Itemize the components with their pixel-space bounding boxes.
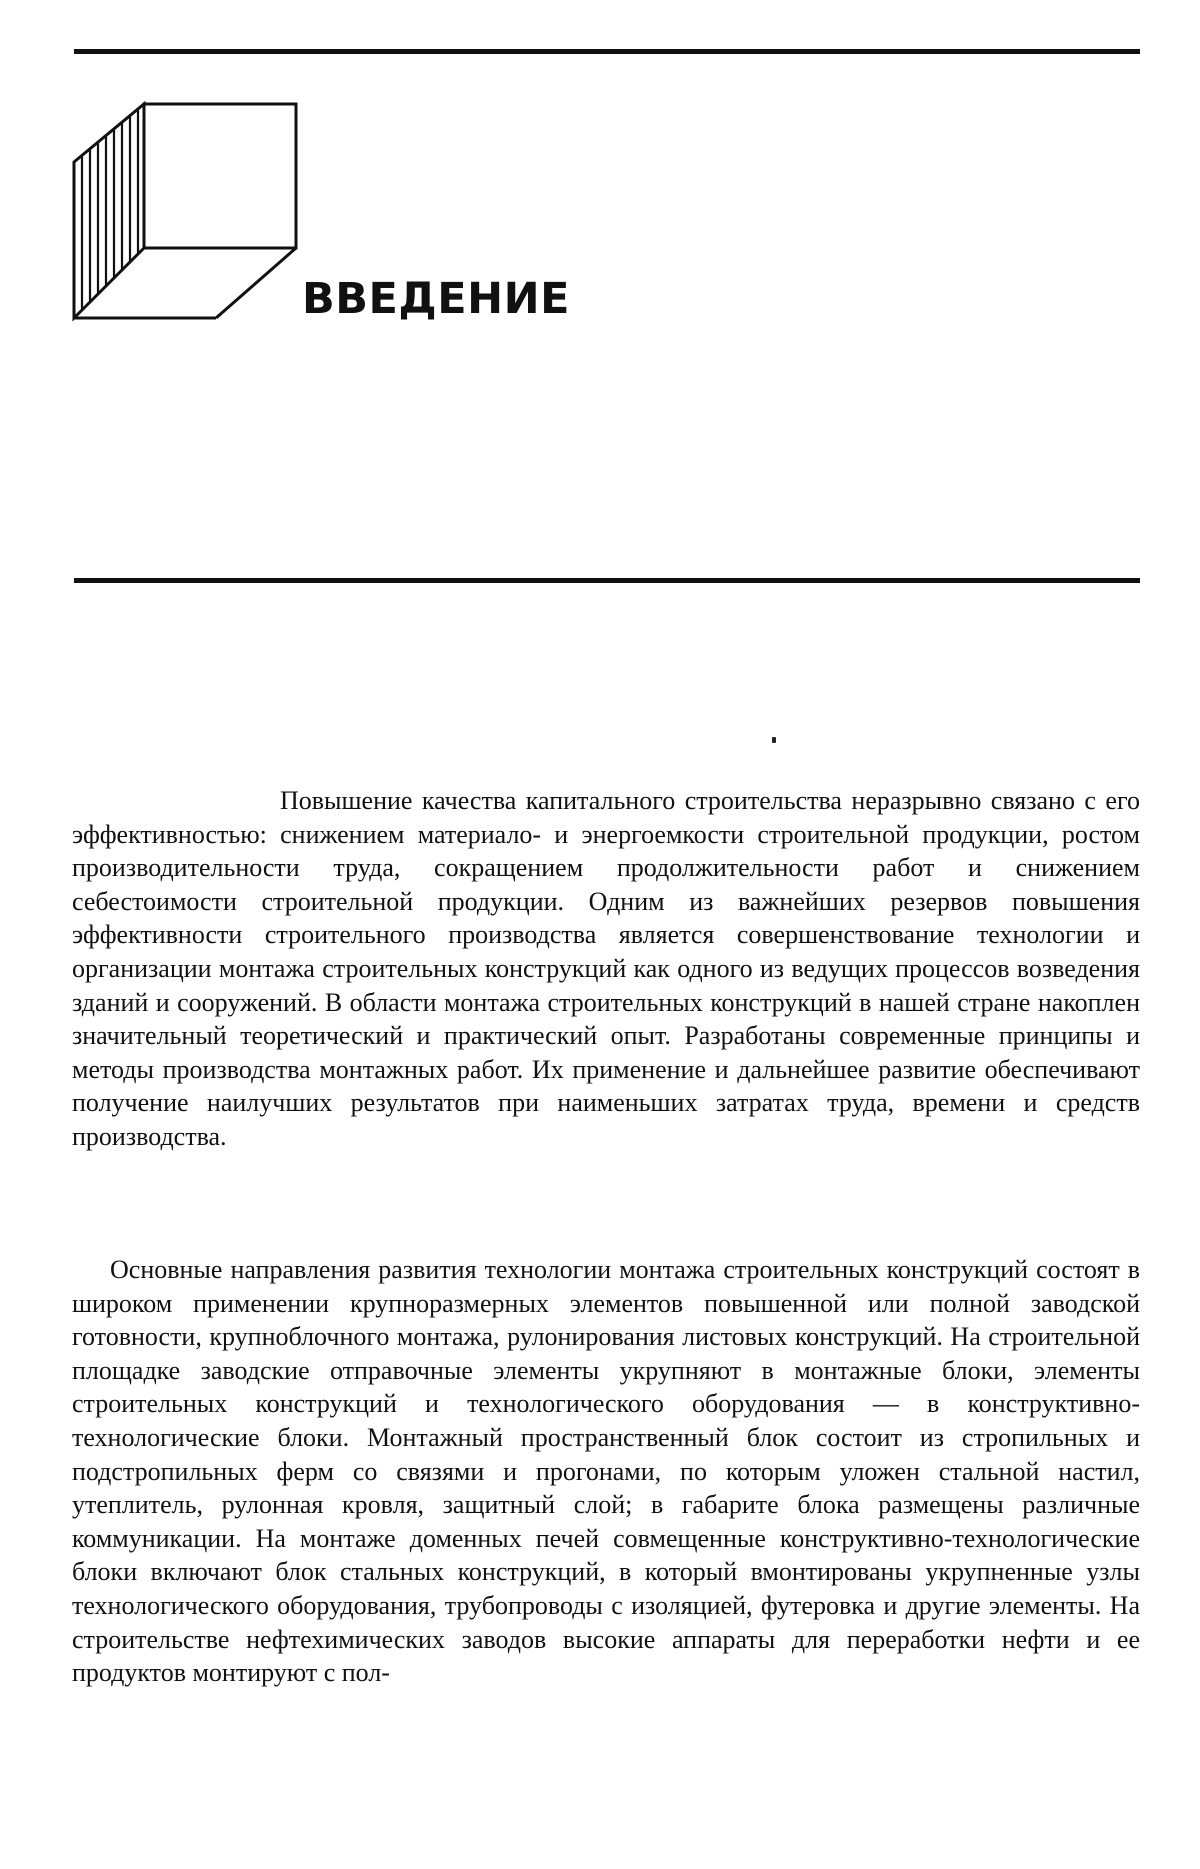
section-rule — [74, 578, 1140, 583]
cube-emblem-icon — [70, 100, 310, 330]
print-speck — [772, 737, 776, 743]
chapter-title: ВВЕДЕНИЕ — [302, 274, 570, 324]
top-rule — [74, 49, 1140, 54]
paragraph: Повышение качества капитального строительства неразрывно связано с его эффективностью: снижением материало- и энергоемкости строительной продукции, ростом производительности труда, сокращением продолжительности работ и снижением себестоимости строительной продукции. Одним из важнейших резервов повышения эффективности строительного производства является совершенствование технологии и организации монтажа строительных конструкций как одного из ведущих процессов возведения зданий и сооружений. В области монтажа строительных конструкций в нашей стране накоплен значительный теоретический и практический опыт. Разработаны современные принципы и методы производства монтажных работ. Их применение и дальнейшее развитие обеспечивают получение наилучших результатов при наименьших затратах труда, времени и средств производства. — [72, 786, 1140, 1151]
paragraph: Основные направления развития технологии монтажа строительных конструкций состоят в широком применении крупноразмерных элементов повышенной или полной заводской готовности, крупноблочного монтажа, рулонирования листовых конструкций. На строительной площадке заводские отправочные элементы укрупняют в монтажные блоки, элементы строительных конструкций и технологического оборудования — в конструктивно-технологические блоки. Монтажный пространственный блок состоит из стропильных и подстропильных ферм со связями и прогонами, по которым уложен стальной настил, утеплитель, рулонная кровля, защитный слой; в габарите блока размещены различные коммуникации. На монтаже доменных печей совмещенные конструктивно-технологические блоки включают блок стальных конструкций, в который вмонтированы укрупненные узлы технологического оборудования, трубопроводы с изоляцией, футеровка и другие элементы. На строительстве нефтехимических заводов высокие аппараты для переработки нефти и ее продуктов монтируют с пол- — [72, 1255, 1140, 1688]
